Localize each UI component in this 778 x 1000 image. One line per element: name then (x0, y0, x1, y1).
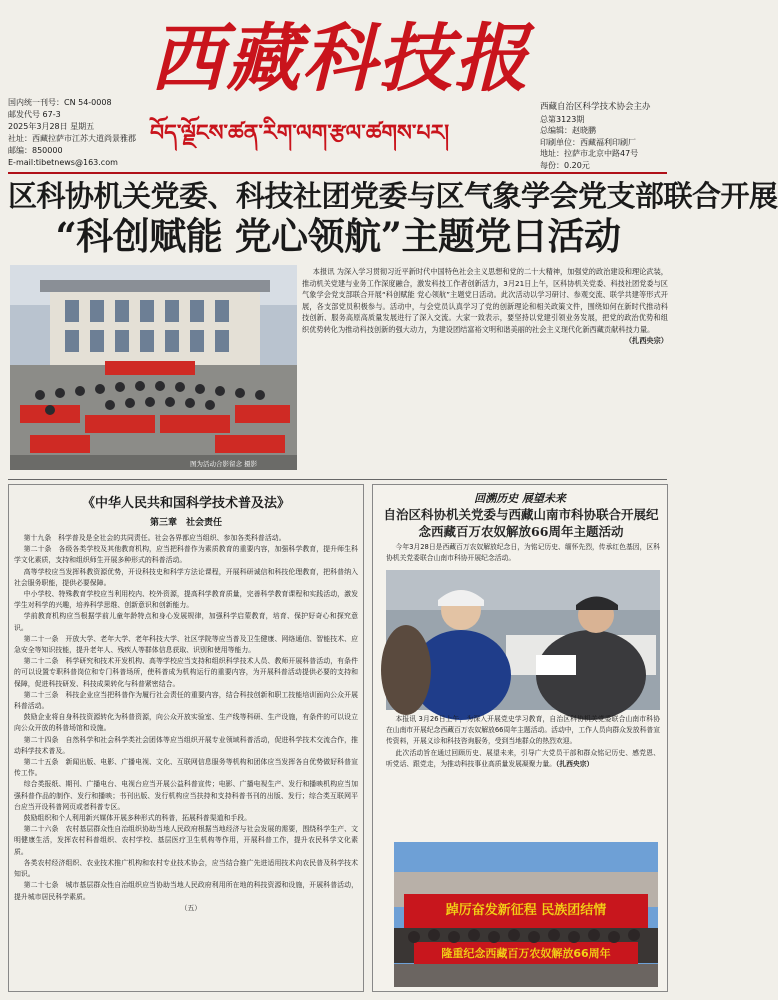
feature-intro: 今年3月28日是西藏百万农奴解放纪念日，为铭记历史、缅怀先烈，传承红色基因，区科协机关党委联合山南市科协开展纪念活动。 (386, 543, 660, 562)
lead-article-text: 本报讯 为深入学习贯彻习近平新时代中国特色社会主义思想和党的二十大精神，加强党的政治建设和理论武装，推动机关党建与业务工作深度融合，激发科技工作者创新活力，3月21日上午，区科协机关党委、科技社团党委与区气象学会党支部联合开展“科创赋能 党心领航”主题党日活动。此次活动以学习研讨、参观交流、联学共建等形式开展，各支部党员积极参与。活动中，与会党员认真学习了党的创新理论和相关政策文件，围绕如何在新时代推动科技创新、服务高原高质量发展进行了深入交流。大家一致表示，要坚持以党建引领业务发展，把党的政治优势和组织优势转化为推动科技创新的强大动力，为建设团结富裕文明和谐美丽的社会主义现代化新西藏贡献科技力量。 (302, 267, 668, 334)
info-line: E-mail:tibetnews@163.com (8, 158, 118, 167)
law-body (14, 533, 358, 989)
lead-photo (10, 265, 297, 470)
banner-slogan: 踔厉奋发新征程 民族团结情 (445, 903, 607, 918)
editor: 总编辑：赵晓鹏 (540, 126, 596, 135)
lead-photo-caption: 图为活动合影留念 摄影 (190, 460, 258, 468)
law-paragraph: 第二十二条 科学研究和技术开发机构、高等学校应当支持和组织科学技术人员、教师开展科普活动，有条件的可以设置专职科普岗位和专门科普场所，使科普成为机构运行的重要内容，为开展科普活动提供必要的支持和保障，促进科技研发、科技成果转化与科普紧密结合。 (14, 657, 358, 688)
law-paragraph: 第二十一条 开放大学、老年大学、老年科技大学、社区学院等应当普及卫生健康、网络通信、智能技术、应急安全等知识技能，提升老年人、残疾人等群体信息获取、识别和使用等能力。 (14, 634, 358, 655)
law-paragraph: 第十九条 科学普及是全社会的共同责任。社会各界都应当组织、参加各类科普活动。 (23, 534, 286, 542)
info-line: 2025年3月28日 星期五 (8, 122, 95, 131)
law-paragraph: 中小学校、特殊教育学校应当利用校内、校外资源，提高科学教育质量，完善科学教育课程和实践活动，激发学生对科学的兴趣，培养科学思维、创新意识和创新能力。 (14, 590, 358, 610)
masthead-tibetan: བོད་ལྗོངས་ཚན་རིག་ལག་རྩལ་ཚགས་པར། (150, 121, 450, 146)
law-paragraph: 鼓励组织和个人利用新兴媒体开展多种形式的科普，拓展科普渠道和手段。 (23, 814, 252, 823)
law-paragraph: 第二十四条 自然科学和社会科学类社会团体等应当组织开展专业领域科普活动，促进科学技术交流合作，推动科学技术普及。 (14, 735, 358, 755)
feature-paragraph (386, 748, 660, 770)
feature-photo-consultation (386, 570, 660, 710)
law-paragraph: 鼓励企业将自身科技资源转化为科普资源，向公众开放实验室、生产线等科研、生产设施，有条件的可以设立向公众开放的科普场馆和设施。 (14, 713, 358, 733)
banner-commemoration: 隆重纪念西藏百万农奴解放66周年 (441, 947, 611, 960)
law-paragraph: 第二十六条 农村基层群众性自治组织协助当地人民政府根据当地经济与社会发展的需要，围绕科学生产、文明健康生活，发挥农村科普组织、农村学校、基层医疗卫生机构等作用，开展科普工作，提升农民科学文化素质。 (14, 825, 358, 856)
law-chapter: 第三章 社会责任 (149, 518, 222, 528)
lead-article-body (302, 266, 668, 474)
law-paragraph: 第二十条 各级各类学校及其他教育机构，应当把科普作为素质教育的重要内容，加强科学教育，提升师生科学文化素质，支持和组织师生开展多种形式的科普活动。 (14, 545, 358, 565)
lead-article-signature: （扎西央宗） (624, 336, 668, 345)
issue-number: 总第3123期 (540, 114, 585, 124)
organizer: 西藏自治区科学技术协会主办 (540, 102, 651, 112)
lead-headline-line1: 区科协机关党委、科技社团党委与区气象学会党支部联合开展 (8, 179, 778, 213)
price: 每份：0.20元 (540, 160, 590, 170)
info-line: 社址：西藏拉萨市江苏大道尚景雅郡 (8, 134, 136, 143)
section-divider (8, 479, 667, 480)
feature-signature: （扎西央宗） (555, 759, 594, 768)
feature-paragraph-text: 此次活动旨在通过回顾历史、展望未来，引导广大党员干部和群众铭记历史、感党恩、听党话、跟党走，为推动科技事业高质量发展凝聚力量。 (386, 748, 660, 768)
law-paragraph: 高等学校应当发挥科教资源优势，开设科技史和科学方法论课程，开展科研诚信和科技伦理教育，把科普纳入社会服务职能，提供必要保障。 (14, 567, 358, 587)
address: 地址：拉萨市北京中路47号 (540, 149, 639, 158)
feature-headline: 自治区科协机关党委与西藏山南市科协联合开展纪念西藏百万农奴解放66周年主题活动 (383, 507, 659, 539)
printer: 印刷单位：西藏福利印刷厂 (540, 137, 636, 147)
feature-kicker: 回溯历史 展望未来 (474, 492, 566, 505)
lead-headline-line2: “科创赋能 党心领航”主题党日活动 (55, 214, 621, 258)
law-part-number: （五） (180, 903, 202, 912)
masthead-title: 西藏科技报 (150, 16, 530, 102)
feature-body (386, 714, 660, 836)
law-paragraph: 第二十三条 科技企业应当把科普作为履行社会责任的重要内容，结合科技创新和职工技能培训面向公众开展科普活动。 (14, 690, 358, 711)
law-paragraph: 学前教育机构应当根据学前儿童年龄特点和身心发展规律，加强科学启蒙教育，培育、保护好奇心和探究意识。 (14, 612, 358, 632)
masthead-divider (8, 172, 667, 174)
law-paragraph: 各类农村经济组织、农业技术推广机构和农村专业技术协会，应当结合推广先进适用技术向农民普及科学技术知识。 (14, 858, 358, 879)
info-line: 邮发代号 67-3 (8, 110, 61, 119)
info-line: 国内统一刊号：CN 54-0008 (8, 98, 112, 107)
feature-paragraph: 本报讯 3月26日上午，为深入开展党史学习教育，自治区科协机关党委联合山南市科协在山南市开展纪念西藏百万农奴解放66周年主题活动。活动中，工作人员向群众发放科普宣传资料，开展义诊和科技咨询服务，受到当地群众的热烈欢迎。 (386, 715, 660, 746)
publication-info-left (8, 97, 158, 169)
law-paragraph: 第二十七条 城市基层群众性自治组织应当协助当地人民政府利用所在地的科技资源和设施，开展科普活动，提升城市居民科学素质。 (14, 881, 358, 901)
law-paragraph: 第二十五条 新闻出版、电影、广播电视、文化、互联网信息服务等机构和团体应当发挥各自优势做好科普宣传工作。 (14, 758, 358, 778)
publication-info-right (540, 102, 670, 171)
feature-photo-group (394, 842, 658, 987)
info-line: 邮编：850000 (8, 146, 63, 155)
law-paragraph: 综合类报纸、期刊、广播电台、电视台应当开展公益科普宣传；电影、广播电视生产、发行和播映机构应当加强科普作品的制作、发行和播映；书刊出版、发行机构应当扶持和支持科普书刊的出版、发行；综合类互联网平台应当开设科普网页或者科普专区。 (14, 780, 358, 811)
law-title: 《中华人民共和国科学技术普及法》 (81, 496, 290, 511)
